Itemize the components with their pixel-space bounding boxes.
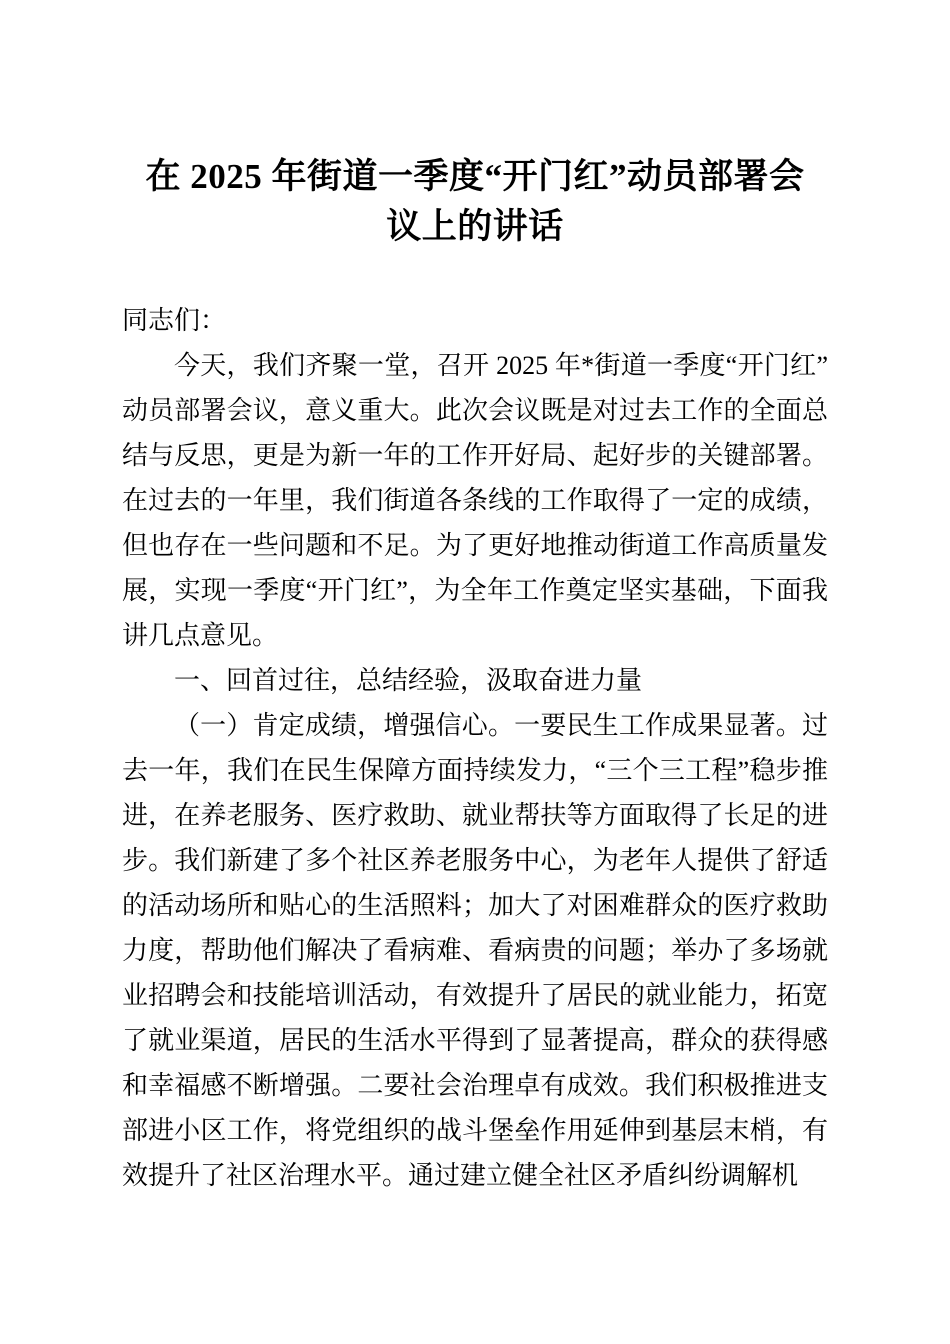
salutation: 同志们： [122,306,227,336]
paragraph-text-1: 过去一年，我们在民生保障方面持续发力，“三个三工程”稳步推进，在养老服务、医疗救助、就业帮扶等方面取得了长足的进步。我们新建了多个社区养老服务中心，为老年人提供了舒适的活动场所和贴心的生活照料；加大了对困难群众的医疗救助力度，帮助他们解决了看病难、看病贵的问题；举办了多场就业招聘会和技能培训活动，有效提升了居民的就业能力，拓宽了就业渠道，居民的生活水平得到了显著提高，群众的获得感和幸福感不断增强。 [122,711,828,1101]
section-heading-1: 一、回首过往，总结经验，汲取奋进力量 [174,666,643,696]
document-title [122,152,828,252]
document-body [122,298,828,1198]
paragraph-text-2: 我们积极推进支部进小区工作，将党组织的战斗堡垒作用延伸到基层末梢，有效提升了社区治理水平。通过建立健全社区矛盾纠纷调解机 [122,1071,828,1191]
paragraph-lead-phrase: （一）肯定成绩，增强信心。 [174,711,515,741]
emphasis-point-2: 二要社会治理卓有成效。 [357,1071,646,1101]
paragraph-section-1-1 [122,703,828,1198]
document-title-line-1: 在 2025 年街道一季度“开门红”动员部署会 [145,157,805,197]
emphasis-point-1: 一要民生工作成果显著。 [514,711,802,741]
paragraph-opening: 今天，我们齐聚一堂，召开 2025 年*街道一季度“开门红”动员部署会议，意义重大。此次会议既是对过去工作的全面总结与反思，更是为新一年的工作开好局、起好步的关键部署。在过去的一年里，我们街道各条线的工作取得了一定的成绩，但也存在一些问题和不足。为了更好地推动街道工作高质量发展，实现一季度“开门红”，为全年工作奠定坚实基础，下面我讲几点意见。 [122,351,828,651]
document-title-line-2: 议上的讲话 [386,207,564,247]
